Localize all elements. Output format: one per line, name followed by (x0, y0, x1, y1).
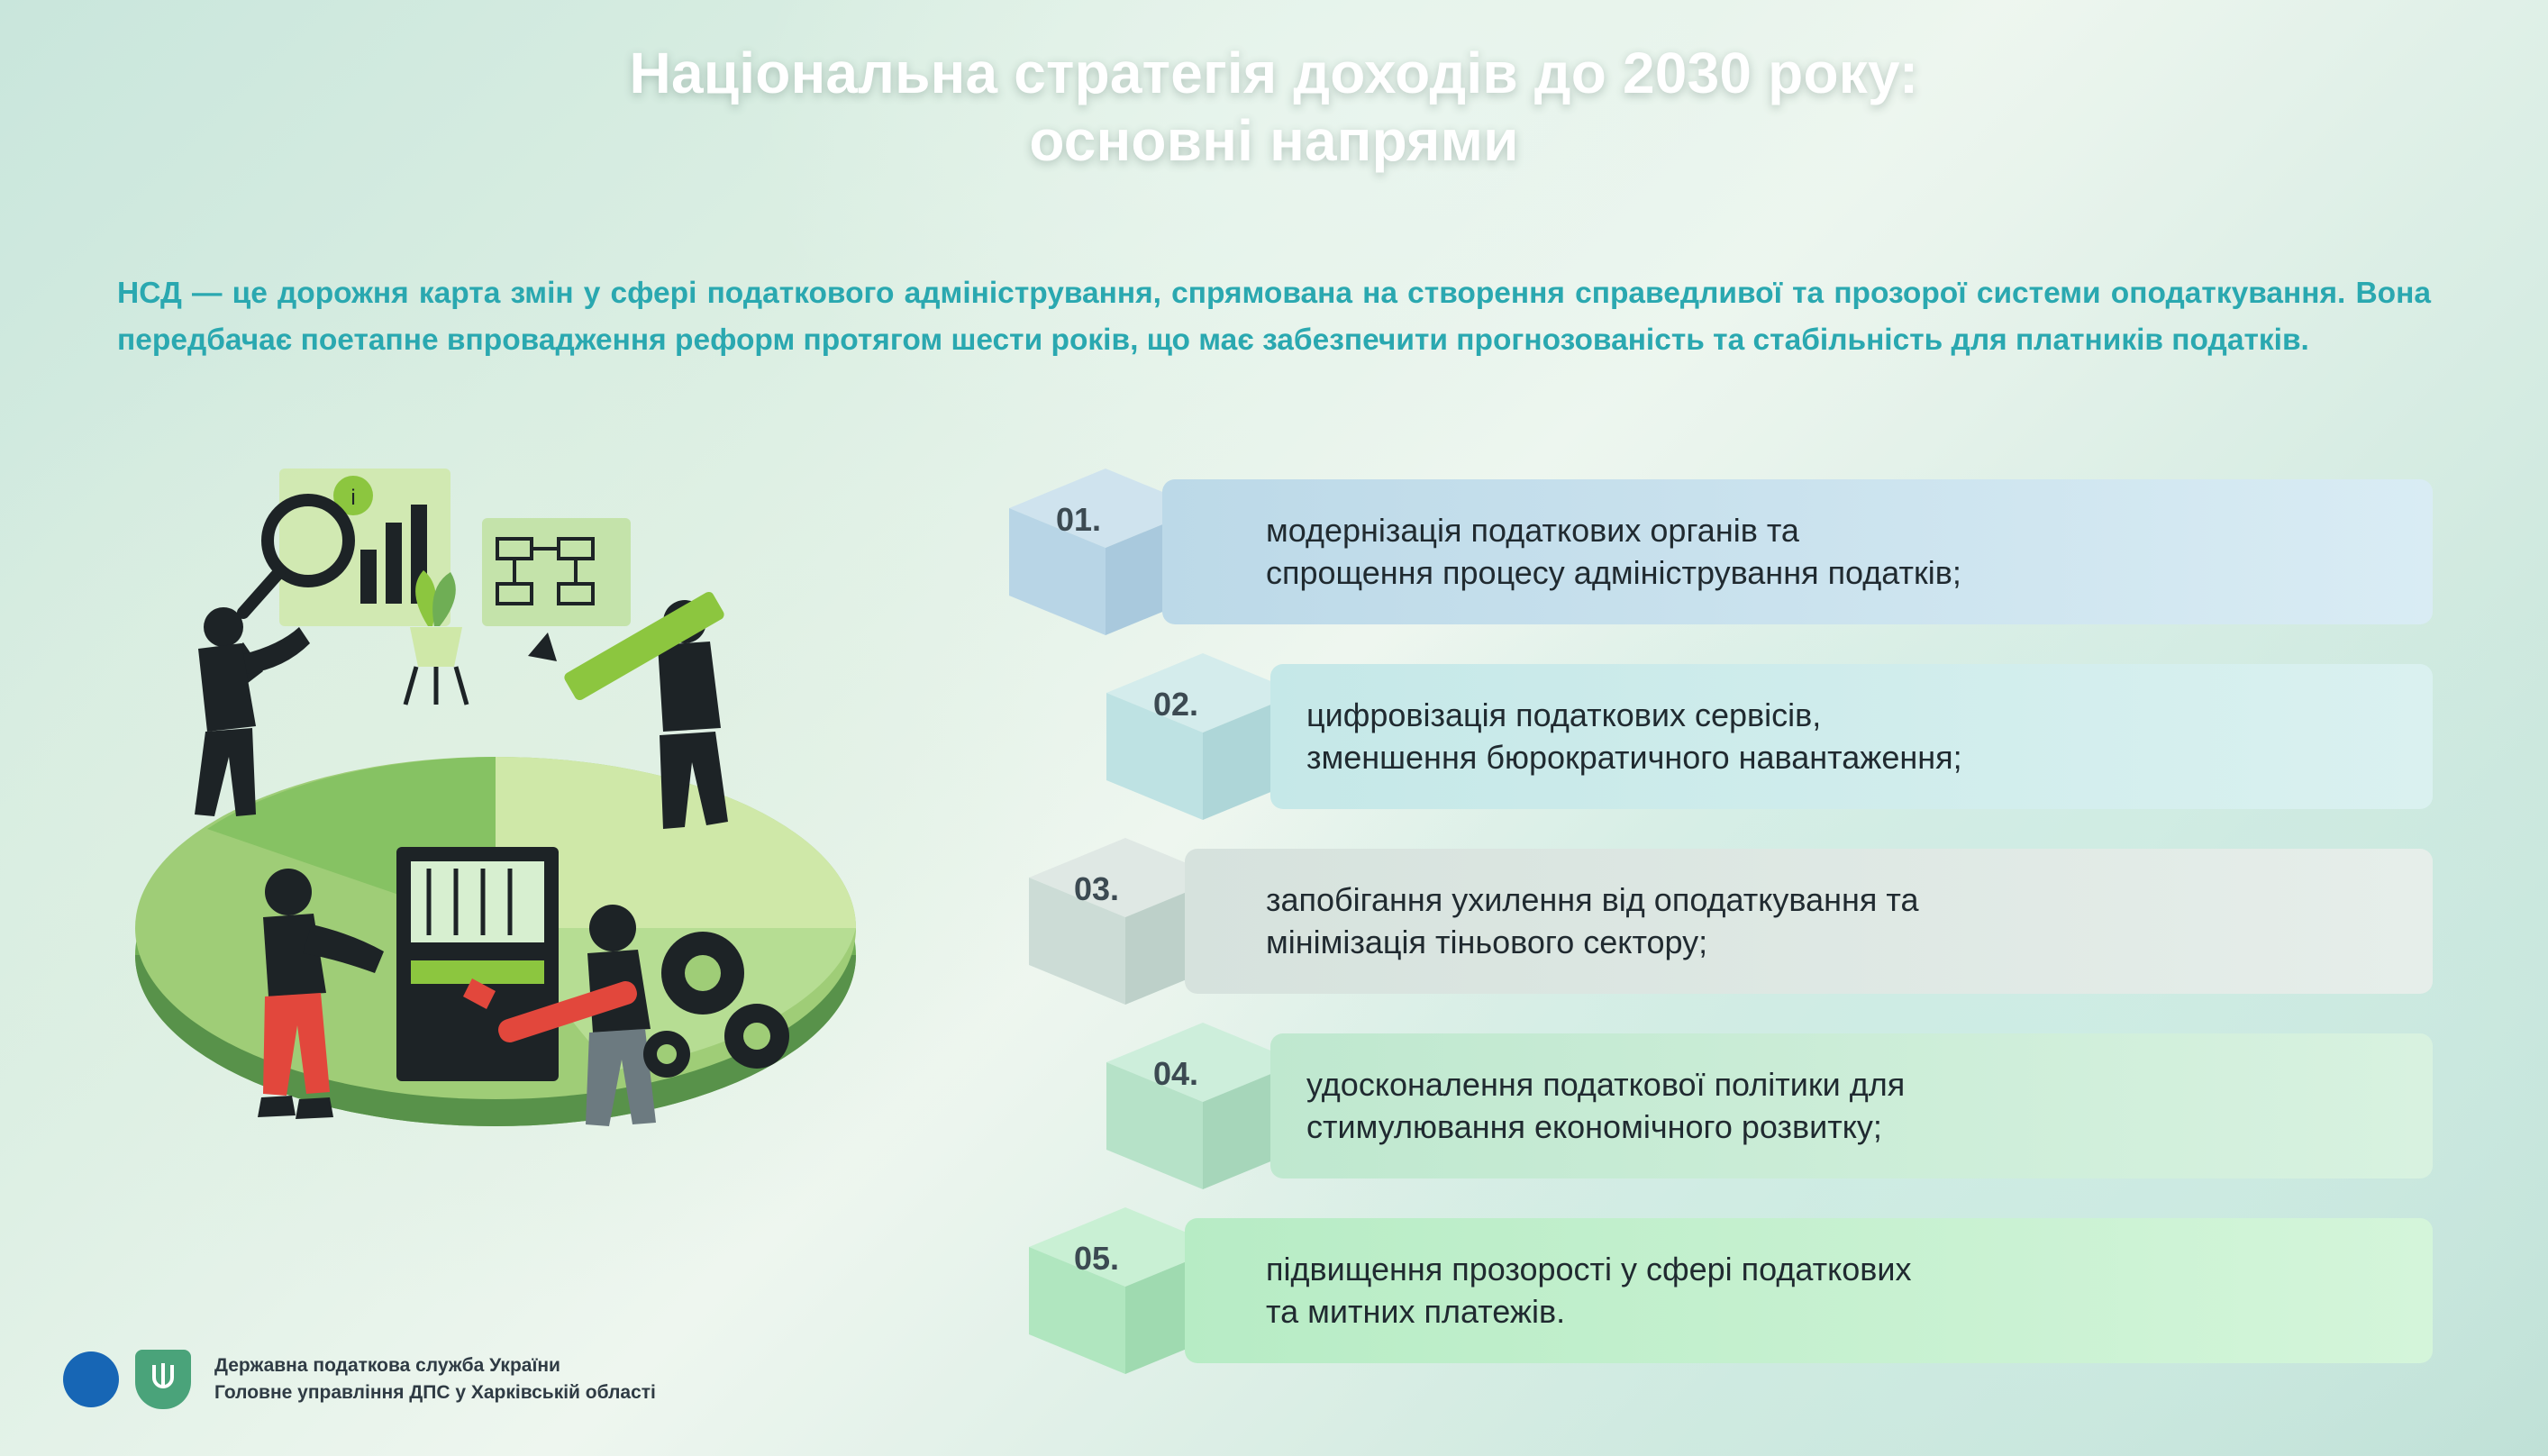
step-text-line-1: цифровізація податкових сервісів, (1306, 696, 1822, 733)
step-item[interactable] (1009, 838, 2433, 1005)
step-item[interactable] (1009, 1207, 2433, 1374)
step-text (1306, 1063, 1905, 1150)
step-item[interactable] (1009, 653, 2433, 820)
step-text (1306, 694, 1962, 780)
svg-text:i: i (350, 486, 356, 510)
flowchart-card-icon (482, 518, 631, 626)
blue-circle-icon (63, 1351, 119, 1407)
step-number: 02. (1153, 686, 1199, 723)
illustration-graphic (108, 469, 973, 1261)
trident-icon (135, 1350, 191, 1409)
person-magnifier (195, 607, 310, 816)
step-text-line-2: стимулювання економічного розвитку; (1306, 1108, 1882, 1146)
footer-logo (63, 1350, 656, 1409)
step-number: 04. (1153, 1055, 1199, 1092)
step-text-line-1: запобігання ухилення від оподаткування та (1266, 880, 1919, 918)
step-text-line-2: мінімізація тіньового сектору; (1266, 924, 1708, 961)
step-text (1266, 878, 1919, 965)
step-text-line-1: модернізація податкових органів та (1266, 511, 1799, 549)
step-text (1266, 1248, 1912, 1334)
footer-department: Головне управління ДПС у Харківській області (214, 1382, 656, 1403)
intro-paragraph: НСД — це дорожня карта змін у сфері податкового адміністрування, спрямована на створення справедливої та прозорої системи оподаткування. Вона передбачає поетапне впровадження реформ протягом шести років, що має забезпечити прогнозованість та стабільність для платників податків. (117, 277, 2431, 357)
step-number: 03. (1074, 870, 1120, 907)
step-text-line-1: підвищення прозорості у сфері податкових (1266, 1250, 1912, 1288)
footer-text (214, 1352, 656, 1407)
step-number: 01. (1056, 501, 1102, 538)
steps-list (1009, 469, 2433, 1392)
page-title (0, 40, 2548, 175)
illustration (108, 469, 973, 1261)
step-text-line-2: та митних платежів. (1266, 1293, 1566, 1331)
step-text-line-2: зменшення бюрократичного навантаження; (1306, 739, 1962, 777)
step-text-line-2: спрощення процесу адміністрування податків; (1266, 554, 1961, 592)
step-item[interactable] (1009, 1023, 2433, 1189)
page-title-line-2: основні напрями (1029, 107, 1519, 173)
page-title-line-1: Національна стратегія доходів до 2030 року: (629, 41, 1919, 105)
step-number: 05. (1074, 1240, 1120, 1277)
step-item[interactable] (1009, 469, 2433, 635)
trident-glyph (150, 1361, 177, 1397)
step-text-line-1: удосконалення податкової політики для (1306, 1065, 1906, 1103)
step-text (1266, 509, 1961, 596)
footer-org-name: Державна податкова служба України (214, 1354, 560, 1376)
